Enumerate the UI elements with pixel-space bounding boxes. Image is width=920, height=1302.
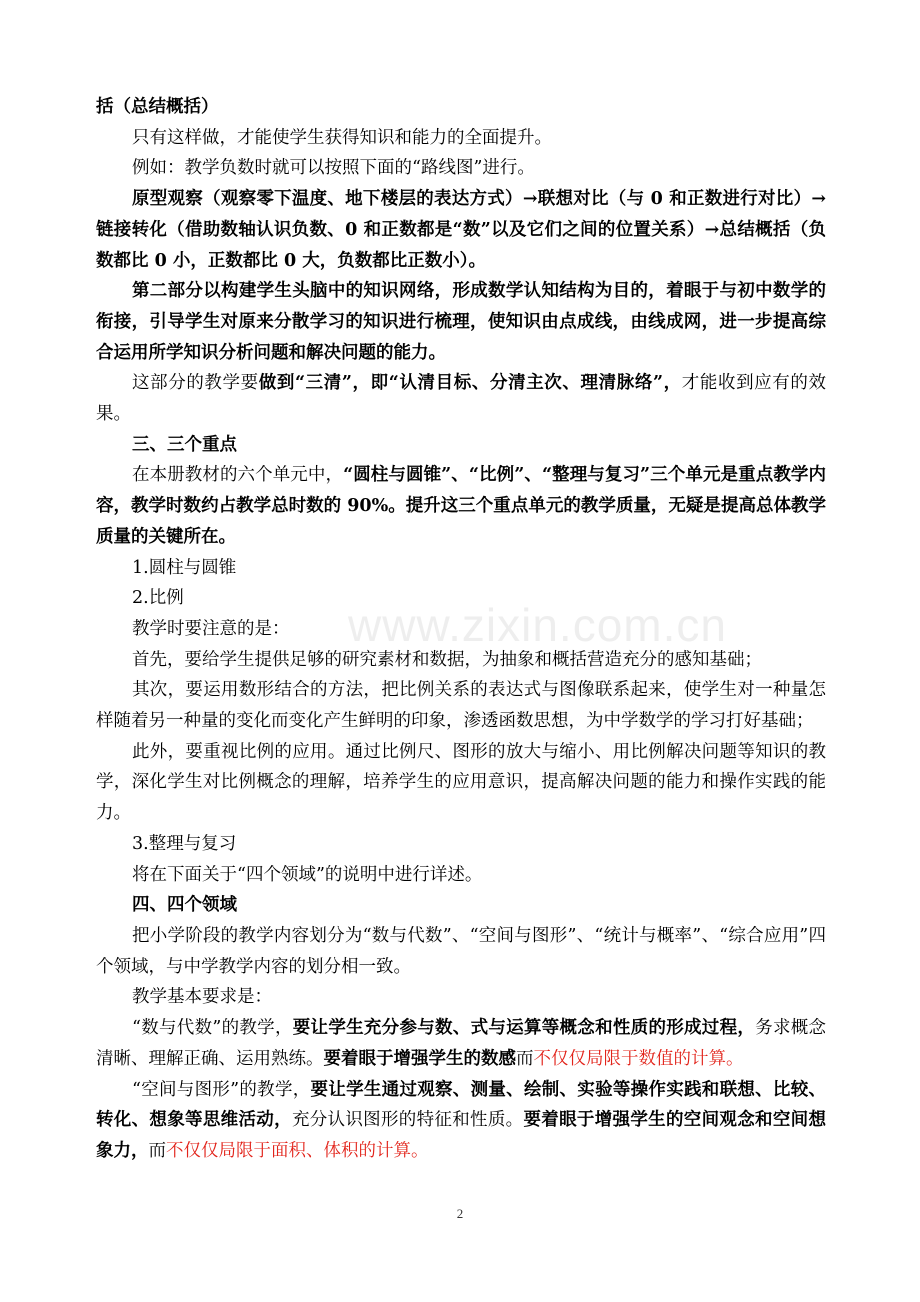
text-run: 这部分的教学要 — [132, 373, 259, 394]
list-item: 1.圆柱与圆锥 — [132, 557, 237, 578]
document-page — [96, 92, 826, 1167]
watermark: www.zixin.com.cn — [348, 599, 727, 651]
text-run: “数与代数”的教学， — [132, 1018, 293, 1039]
paragraph: 教学基本要求是： — [132, 987, 272, 1008]
text-run: 而 — [148, 1140, 166, 1161]
text-run: 才能收到应有的效果。 — [96, 373, 827, 425]
text-run-bold: “圆柱与圆锥”、“比例”、“整理与复习”三个单元是重点教学内容，教学时数约占教学总时数的 90%。提升这三个重点单元的教学质量，无疑是提高总体教学质量的关键所在。 — [96, 465, 826, 547]
paragraph: 教学时要注意的是： — [132, 618, 290, 639]
paragraph — [96, 368, 826, 429]
paragraph: 将在下面关于“四个领域”的说明中进行详述。 — [132, 864, 483, 885]
paragraph: 首先，要给学生提供足够的研究素材和数据，为抽象和概括营造充分的感知基础； — [132, 649, 762, 670]
paragraph-continuation: 括（总结概括） — [96, 97, 219, 117]
list-item: 3.整理与复习 — [132, 833, 237, 854]
section-heading: 四、四个领域 — [132, 895, 237, 916]
paragraph — [96, 1075, 826, 1167]
paragraph: 此外，要重视比例的应用。通过比例尺、图形的放大与缩小、用比例解决问题等知识的教学，深化学生对比例概念的理解，培养学生的应用意识，提高解决问题的能力和操作实践的能力。 — [96, 741, 826, 824]
paragraph: 第二部分以构建学生头脑中的知识网络，形成数学认知结构为目的，着眼于与初中数学的衔接，引导学生对原来分散学习的知识进行梳理，使知识由点成线，由线成网，进一步提高综合运用所学知识分析问题和解决问题的能力。 — [96, 281, 826, 363]
section-heading: 三、三个重点 — [132, 434, 237, 455]
text-run: 而 — [516, 1048, 534, 1069]
page-number: 2 — [456, 1206, 464, 1221]
paragraph — [96, 1013, 826, 1074]
text-run-red: 不仅仅局限于面积、体积的计算。 — [166, 1140, 429, 1161]
paragraph: 例如：教学负数时就可以按照下面的“路线图”进行。 — [132, 158, 535, 179]
text-run-red: 不仅仅局限于数值的计算。 — [533, 1048, 744, 1069]
text-run-bold: 要让学生通过观察、测量、绘制、实验等操作实践和联想、比较、转化、想象等思维活动， — [96, 1079, 826, 1131]
paragraph: 其次，要运用数形结合的方法，把比例关系的表达式与图像联系起来，使学生对一种量怎样随着另一种量的变化而变化产生鲜明的印象，渗透函数思想，为中学数学的学习打好基础； — [96, 680, 826, 732]
text-run: 务求概念清晰、理解正确、运用熟练。 — [96, 1018, 827, 1069]
text-run-bold: 要让学生充分参与数、式与运算等概念和性质的形成过程， — [292, 1018, 756, 1039]
paragraph: 把小学阶段的教学内容划分为“数与代数”、“空间与图形”、“统计与概率”、“综合应用”四个领域，与中学教学内容的划分相一致。 — [96, 925, 826, 977]
paragraph: 只有这样做，才能使学生获得知识和能力的全面提升。 — [132, 127, 552, 148]
roadmap-paragraph: 原型观察（观察零下温度、地下楼层的表达方式）→联想对比（与 0 和正数进行对比）→链接转化（借助数轴认识负数、0 和正数都是“数”以及它们之间的位置关系）→总结概括（负数都比 0 小，正数都比 0 大，负数都比正数小）。 — [96, 189, 826, 271]
text-run-bold: 做到“三清”，即“认清目标、分清主次、理清脉络”， — [258, 373, 682, 394]
text-run: 充分认识图形的特征和性质。 — [291, 1110, 524, 1131]
text-run: 在本册教材的六个单元中， — [132, 465, 344, 486]
text-run-bold: 要着眼于增强学生的数感 — [323, 1048, 516, 1069]
list-item: 2.比例 — [132, 588, 184, 609]
text-run-bold: 要着眼于增强学生的空间观念和空间想象力， — [96, 1110, 826, 1161]
text-run: “空间与图形”的教学， — [132, 1079, 311, 1100]
paragraph — [96, 460, 826, 552]
